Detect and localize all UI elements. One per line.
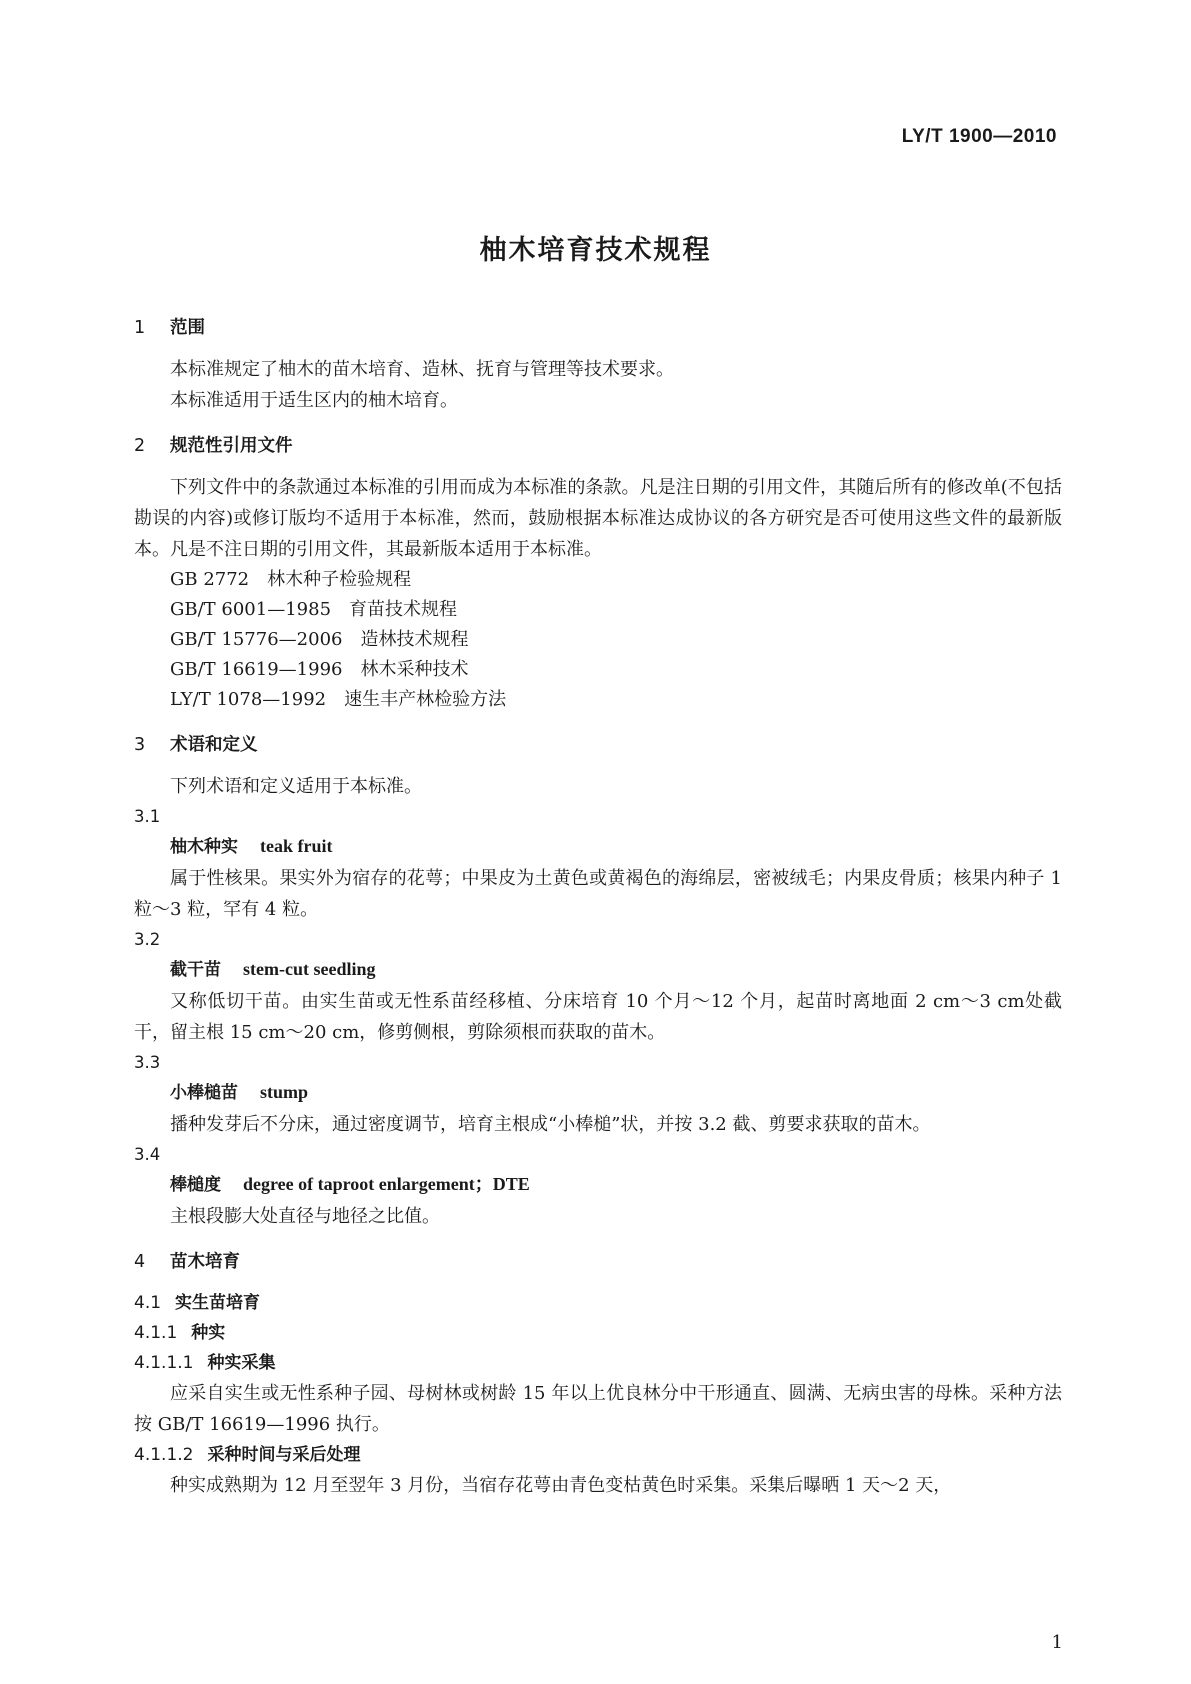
section-1-heading bbox=[134, 312, 1062, 344]
term-number: 3.1 bbox=[134, 807, 161, 826]
section-title: 术语和定义 bbox=[170, 735, 258, 755]
subsection-4-1-1-1-heading: 4.1.1.1 种实采集 bbox=[134, 1353, 276, 1373]
term-heading: 截干苗 stem-cut seedling bbox=[170, 959, 376, 980]
section-title: 规范性引用文件 bbox=[170, 436, 293, 456]
page-number: 1 bbox=[1051, 1632, 1063, 1653]
reference-item: GB/T 16619—1996 林木采种技术 bbox=[170, 659, 469, 680]
term-definition: 属于性核果。果实外为宿存的花萼；中果皮为土黄色或黄褐色的海绵层，密被绒毛；内果皮骨质；核果内种子 1 粒～3 粒，罕有 4 粒。 bbox=[134, 868, 1062, 920]
term-heading: 棒槌度 degree of taproot enlargement；DTE bbox=[170, 1174, 530, 1195]
reference-item: LY/T 1078—1992 速生丰产林检验方法 bbox=[170, 689, 507, 710]
subsection-4-1-heading: 4.1 实生苗培育 bbox=[134, 1293, 261, 1313]
paragraph: 本标准规定了柚木的苗木培育、造林、抚育与管理等技术要求。 bbox=[170, 359, 674, 380]
term-number: 3.2 bbox=[134, 930, 161, 949]
paragraph: 应采自实生或无性系种子园、母树林或树龄 15 年以上优良林分中干形通直、圆满、无病虫害的母株。采种方法按 GB/T 16619—1996 执行。 bbox=[134, 1383, 1062, 1435]
section-number: 4 bbox=[134, 1252, 146, 1272]
reference-item: GB/T 15776—2006 造林技术规程 bbox=[170, 629, 469, 650]
term-heading: 柚木种实 teak fruit bbox=[170, 836, 333, 857]
subsection-4-1-1-heading: 4.1.1 种实 bbox=[134, 1323, 226, 1343]
reference-item: GB/T 6001—1985 育苗技术规程 bbox=[170, 599, 458, 620]
section-3-heading bbox=[134, 729, 1062, 761]
subsection-4-1-1-2-heading: 4.1.1.2 采种时间与采后处理 bbox=[134, 1445, 361, 1465]
standard-code: LY/T 1900—2010 bbox=[901, 126, 1057, 147]
section-4-heading bbox=[134, 1246, 1062, 1278]
document-body bbox=[134, 312, 1062, 1501]
section-title: 苗木培育 bbox=[170, 1252, 240, 1272]
section-2-heading bbox=[134, 430, 1062, 462]
paragraph: 种实成熟期为 12 月至翌年 3 月份，当宿存花萼由青色变枯黄色时采集。采集后曝晒 1 天～2 天， bbox=[170, 1475, 952, 1496]
paragraph: 下列文件中的条款通过本标准的引用而成为本标准的条款。凡是注日期的引用文件，其随后所有的修改单(不包括勘误的内容)或修订版均不适用于本标准，然而，鼓励根据本标准达成协议的各方研究是否可使用这些文件的最新版本。凡是不注日期的引用文件，其最新版本适用于本标准。 bbox=[134, 477, 1062, 560]
paragraph: 下列术语和定义适用于本标准。 bbox=[170, 776, 422, 797]
term-heading: 小棒槌苗 stump bbox=[170, 1082, 309, 1103]
term-definition: 主根段膨大处直径与地径之比值。 bbox=[170, 1206, 440, 1227]
term-number: 3.3 bbox=[134, 1053, 161, 1072]
reference-item: GB 2772 林木种子检验规程 bbox=[170, 569, 412, 590]
section-title: 范围 bbox=[170, 318, 205, 338]
paragraph: 本标准适用于适生区内的柚木培育。 bbox=[170, 390, 458, 411]
section-number: 3 bbox=[134, 735, 146, 755]
section-number: 2 bbox=[134, 436, 146, 456]
section-number: 1 bbox=[134, 318, 146, 338]
term-number: 3.4 bbox=[134, 1145, 161, 1164]
term-definition: 播种发芽后不分床，通过密度调节，培育主根成“小棒槌”状，并按 3.2 截、剪要求获取的苗木。 bbox=[170, 1114, 931, 1135]
document-title: 柚木培育技术规程 bbox=[479, 235, 712, 266]
term-definition: 又称低切干苗。由实生苗或无性系苗经移植、分床培育 10 个月～12 个月，起苗时离地面 2 cm～3 cm处截干，留主根 15 cm～20 cm，修剪侧根，剪除须根而获取的苗木。 bbox=[134, 991, 1062, 1043]
